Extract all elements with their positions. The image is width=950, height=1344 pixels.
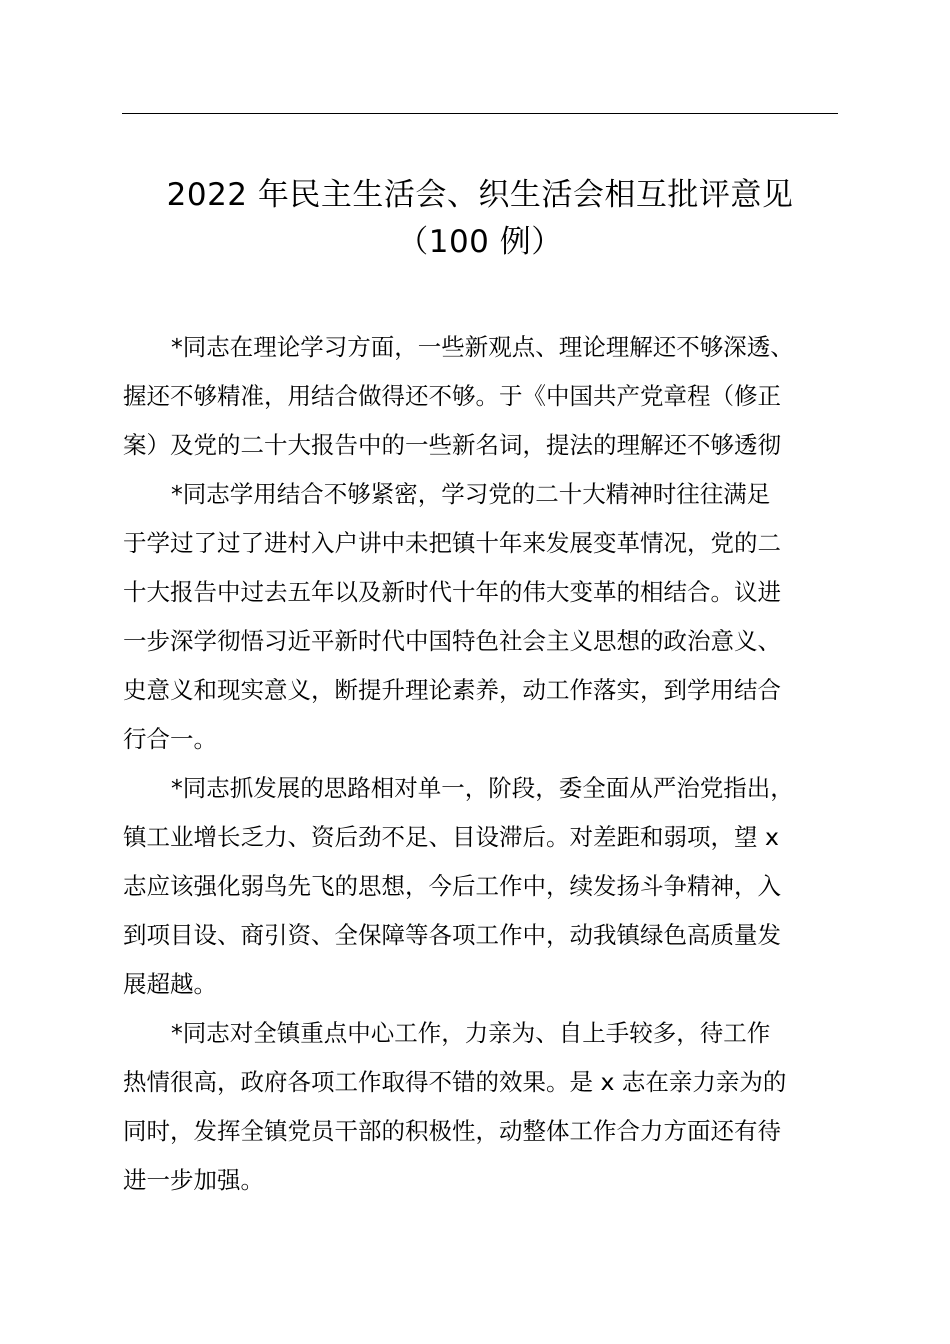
paragraph-line: 于学过了过了进村入户讲中未把镇十年来发展变革情况，党的二 [123, 529, 781, 557]
paragraph-line: *同志在理论学习方面，一些新观点、理论理解还不够深透、 [171, 333, 794, 361]
document-title [100, 172, 860, 266]
paragraph-3 [123, 764, 863, 1009]
paragraph-line: 案）及党的二十大报告中的一些新名词，提法的理解还不够透彻 [123, 431, 781, 459]
paragraph-line: 一步深学彻悟习近平新时代中国特色社会主义思想的政治意义、 [123, 627, 781, 655]
paragraph-line: 志应该强化弱鸟先飞的思想，今后工作中，续发扬斗争精神，入 [123, 872, 781, 900]
paragraph-line: 握还不够精准，用结合做得还不够。于《中国共产党章程（修正 [123, 382, 781, 410]
paragraph-line: 到项目设、商引资、全保障等各项工作中，动我镇绿色高质量发 [123, 921, 781, 949]
paragraph-line: 同时，发挥全镇党员干部的积极性，动整体工作合力方面还有待 [123, 1117, 781, 1145]
paragraph-line: *同志学用结合不够紧密，学习党的二十大精神时往往满足 [171, 480, 771, 508]
paragraph-line: 进一步加强。 [123, 1166, 264, 1194]
paragraph-2 [123, 470, 863, 764]
paragraph-line: 史意义和现实意义，断提升理论素养，动工作落实，到学用结合 [123, 676, 781, 704]
paragraph-line: 行合一。 [123, 725, 217, 753]
paragraph-line: 热情很高，政府各项工作取得不错的效果。是 x 志在亲力亲为的 [123, 1068, 787, 1096]
paragraph-line: 镇工业增长乏力、资后劲不足、目设滞后。对差距和弱项，望 x [123, 823, 779, 851]
paragraph-line: *同志对全镇重点中心工作，力亲为、自上手较多，待工作 [171, 1019, 771, 1047]
title-line-1: 2022 年民主生活会、织生活会相互批评意见 [166, 177, 794, 213]
paragraph-line: 展超越。 [123, 970, 217, 998]
paragraph-1 [123, 323, 863, 470]
paragraph-line: 十大报告中过去五年以及新时代十年的伟大变革的相结合。议进 [123, 578, 781, 606]
document-body [123, 323, 863, 1205]
paragraph-4 [123, 1009, 863, 1205]
header-rule [122, 113, 838, 114]
paragraph-line: *同志抓发展的思路相对单一，阶段，委全面从严治党指出， [171, 774, 794, 802]
title-line-2: （100 例） [397, 224, 563, 260]
